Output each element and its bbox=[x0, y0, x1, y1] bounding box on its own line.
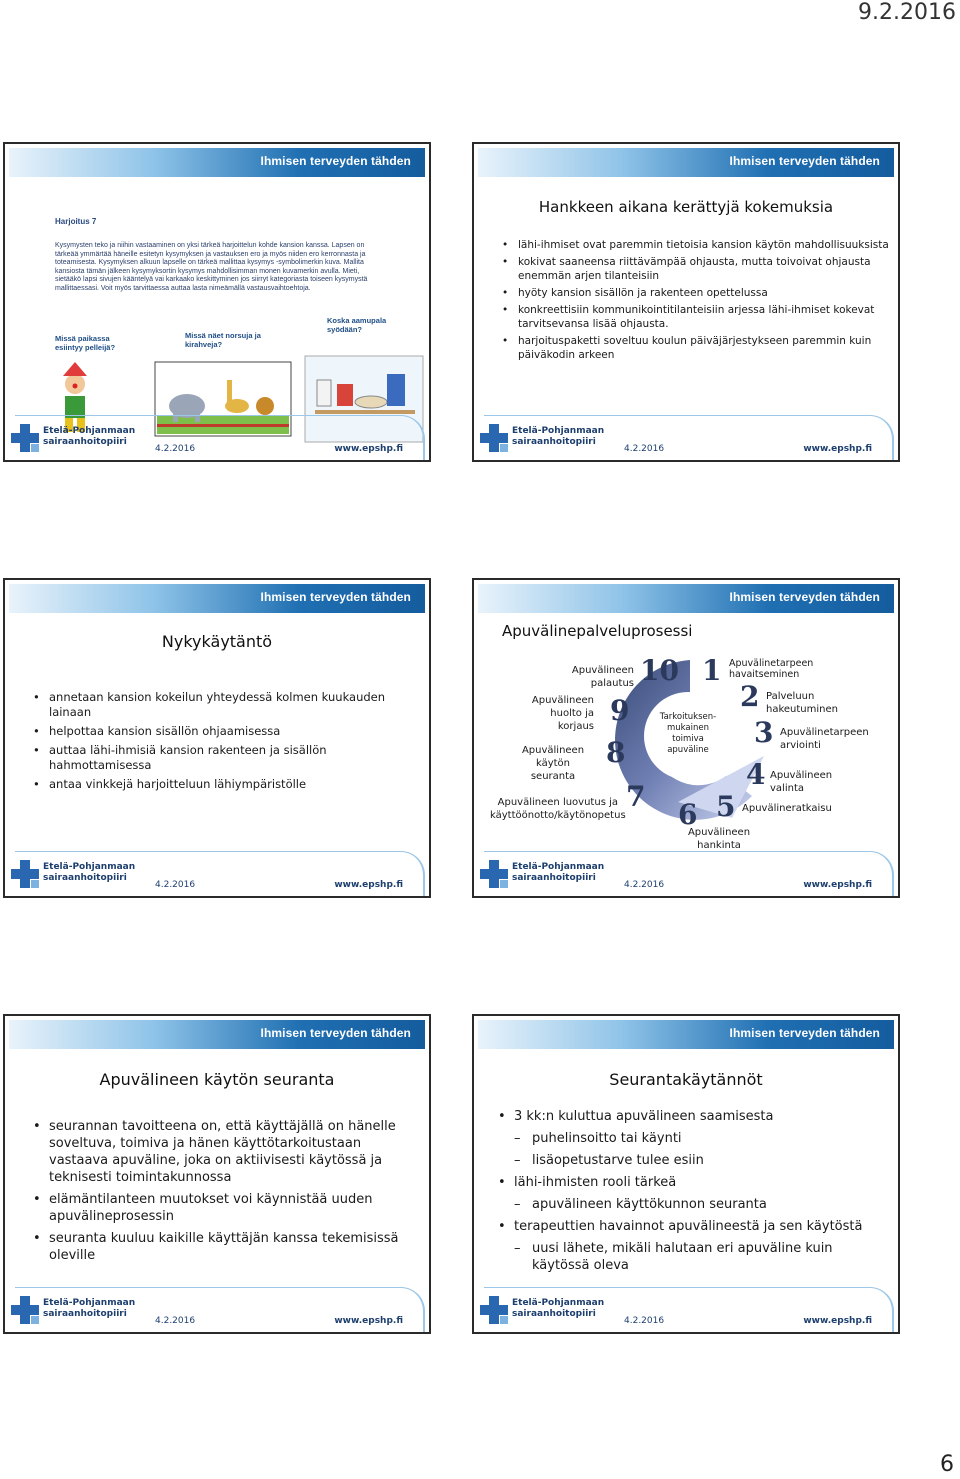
bullet-item: • annetaan kansion kokeilun yhteydessä kolmen kuukauden lainaan bbox=[31, 690, 421, 720]
step-label-3: Apuvälinetarpeen arviointi bbox=[780, 727, 869, 751]
bullet-item: • harjoituspaketti soveltuu koulun päiväjärjestykseen paremmin kuin päiväkodin arkeen bbox=[500, 334, 890, 362]
step-label-4: Apuvälineen valinta bbox=[770, 770, 833, 794]
org-logo bbox=[480, 860, 620, 888]
org-name-line2: sairaanhoitopiiri bbox=[512, 437, 596, 447]
step-label-9: Apuvälineen huolto ja korjaus bbox=[531, 695, 594, 732]
worksheet-text: Kysymysten teko ja niihin vastaaminen on yksi tärkeä harjoittelun kohde kansion kanssa. Lapsen on tärkeää ymmärtää häneille esitetyn kysymyksen ja vastauksen ero ja myös niiden ero kerronnasta ja toteamisesta. Kysymyksen alkuun lapselle on tärkeä mallittaa kysymys -symbolimerkin kuva. Mallita kansiosta tämän jälkeen kysymyksortin kysymys mahdollisimman monen kuvamerkin avulla. Mieti, sietääkö lapsi sivujen kääntelyä vai karkaako keskittyminen jos siirryt kategoriasta toiseen kysymystä mallittaessasi. Voit myös tarvittaessa auttaa lasta nimeämällä vastausvaihtoehtoja. bbox=[55, 242, 368, 292]
org-name-line1: Etelä-Pohjanmaan bbox=[512, 426, 605, 436]
bullet-item: • auttaa lähi-ihmisiä kansion rakenteen ja sisällön hahmottamisessa bbox=[31, 743, 421, 773]
slide-experiences bbox=[472, 142, 900, 462]
org-name-line1: Etelä-Pohjanmaan bbox=[512, 1298, 605, 1308]
bullet-item: • helpottaa kansion sisällön ohjaamisessa bbox=[31, 724, 421, 739]
step-number-8: 8 bbox=[606, 736, 626, 769]
header-tag: Ihmisen terveyden tähden bbox=[729, 154, 880, 168]
bullet-list bbox=[31, 1118, 421, 1269]
page-number: 6 bbox=[940, 1452, 954, 1477]
step-number-9: 9 bbox=[610, 694, 630, 727]
sub-bullet-item: – lisäopetustarve tulee esiin bbox=[496, 1152, 888, 1169]
bullet-item: • seurannan tavoitteena on, että käyttäjällä on hänelle soveltuva, toimiva ja hänen käyttötarkoitustaan vastaava apuväline, joka on aktiivisesti käytössä ja teknisesti toimintakunnossa bbox=[31, 1118, 421, 1186]
step-number-6: 6 bbox=[678, 798, 698, 831]
step-label-7: Apuvälineen luovutus ja käyttöönotto/käytönopetus bbox=[490, 797, 626, 821]
org-name-line1: Etelä-Pohjanmaan bbox=[512, 862, 605, 872]
cross-logo-icon bbox=[480, 1296, 508, 1324]
header-tag: Ihmisen terveyden tähden bbox=[260, 154, 411, 168]
footer-date: 4.2.2016 bbox=[624, 444, 665, 454]
step-number-4: 4 bbox=[746, 758, 766, 791]
header-tag: Ihmisen terveyden tähden bbox=[729, 1026, 880, 1040]
cross-logo-icon bbox=[480, 424, 508, 452]
footer-date: 4.2.2016 bbox=[155, 880, 196, 890]
speech-bubble-breakfast: Koska aamupala syödään? bbox=[327, 316, 387, 334]
slide-process-cycle bbox=[472, 578, 900, 898]
bullet-list bbox=[500, 238, 890, 365]
step-number-7: 7 bbox=[626, 780, 646, 813]
cross-logo-icon bbox=[11, 860, 39, 888]
cross-logo-icon bbox=[480, 860, 508, 888]
slide-title: Hankkeen aikana kerättyjä kokemuksia bbox=[538, 198, 834, 216]
slide-worksheet bbox=[3, 142, 431, 462]
org-logo bbox=[11, 1296, 151, 1324]
cross-logo-icon bbox=[11, 424, 39, 452]
org-name-line2: sairaanhoitopiiri bbox=[512, 873, 596, 883]
step-label-2: Palveluun hakeutuminen bbox=[766, 691, 838, 715]
step-number-10: 10 bbox=[640, 654, 679, 687]
bullet-item: • elämäntilanteen muutokset voi käynnistää uuden apuvälineprosessin bbox=[31, 1191, 421, 1225]
footer-date: 4.2.2016 bbox=[624, 880, 665, 890]
org-name-line1: Etelä-Pohjanmaan bbox=[43, 426, 136, 436]
org-name-line1: Etelä-Pohjanmaan bbox=[43, 1298, 136, 1308]
slide-title: Apuvälineen käytön seuranta bbox=[99, 1070, 335, 1089]
slide-title: Seurantakäytännöt bbox=[609, 1070, 763, 1089]
header-tag: Ihmisen terveyden tähden bbox=[260, 590, 411, 604]
org-name-line1: Etelä-Pohjanmaan bbox=[43, 862, 136, 872]
bullet-list bbox=[496, 1108, 888, 1279]
org-name-line2: sairaanhoitopiiri bbox=[512, 1309, 596, 1319]
footer-date: 4.2.2016 bbox=[155, 1316, 196, 1326]
step-label-5: Apuvälineratkaisu bbox=[742, 803, 832, 814]
speech-bubble-animals: Missä näet norsuja ja kirahveja? bbox=[185, 331, 261, 349]
org-name-line2: sairaanhoitopiiri bbox=[43, 873, 127, 883]
footer-url: www.epshp.fi bbox=[334, 1316, 403, 1326]
footer-url: www.epshp.fi bbox=[334, 444, 403, 454]
slide-title: Nykykäytäntö bbox=[161, 632, 273, 651]
header-band bbox=[478, 148, 894, 177]
footer-url: www.epshp.fi bbox=[334, 880, 403, 890]
footer-date: 4.2.2016 bbox=[624, 1316, 665, 1326]
org-logo bbox=[480, 424, 620, 452]
header-band bbox=[478, 1020, 894, 1049]
page-date: 9.2.2016 bbox=[858, 0, 956, 25]
footer-date: 4.2.2016 bbox=[155, 444, 196, 454]
step-number-5: 5 bbox=[716, 790, 736, 823]
header-tag: Ihmisen terveyden tähden bbox=[260, 1026, 411, 1040]
org-logo bbox=[11, 860, 151, 888]
bullet-item: • terapeuttien havainnot apuvälineestä ja sen käytöstä bbox=[496, 1218, 888, 1235]
step-label-1: Apuvälinetarpeen havaitseminen bbox=[729, 658, 814, 680]
cross-logo-icon bbox=[11, 1296, 39, 1324]
header-tag: Ihmisen terveyden tähden bbox=[729, 590, 880, 604]
header-band bbox=[9, 584, 425, 613]
org-name-line2: sairaanhoitopiiri bbox=[43, 437, 127, 447]
sub-bullet-item: – uusi lähete, mikäli halutaan eri apuväline kuin käytössä oleva bbox=[496, 1240, 888, 1274]
bullet-item: • hyöty kansion sisällön ja rakenteen opettelussa bbox=[500, 286, 890, 300]
footer-url: www.epshp.fi bbox=[803, 444, 872, 454]
bullet-item: • konkreettisiin kommunikointitilanteisiin arjessa lähi-ihmiset kokevat tarvitsevansa lisää ohjausta. bbox=[500, 303, 890, 331]
footer-url: www.epshp.fi bbox=[803, 1316, 872, 1326]
step-number-2: 2 bbox=[740, 680, 760, 713]
slide-title: Apuvälinepalveluprosessi bbox=[502, 622, 693, 640]
step-label-10: Apuvälineen palautus bbox=[571, 665, 634, 689]
slide-follow-up bbox=[3, 1014, 431, 1334]
step-number-1: 1 bbox=[702, 654, 722, 687]
bullet-item: • kokivat saaneensa riittävämpää ohjausta, mutta toivoivat ohjausta enemmän arjen tilanteisiin bbox=[500, 255, 890, 283]
step-label-6: Apuvälineen hankinta bbox=[687, 827, 751, 851]
org-logo bbox=[480, 1296, 620, 1324]
step-label-8: Apuvälineen käytön seuranta bbox=[521, 745, 585, 782]
sub-bullet-item: – puhelinsoitto tai käynti bbox=[496, 1130, 888, 1147]
header-band bbox=[9, 148, 425, 177]
step-number-3: 3 bbox=[754, 716, 774, 749]
bullet-item: • lähi-ihmisten rooli tärkeä bbox=[496, 1174, 888, 1191]
bullet-item: • 3 kk:n kuluttua apuvälineen saamisesta bbox=[496, 1108, 888, 1125]
bullet-item: • seuranta kuuluu kaikille käyttäjän kanssa tekemisissä oleville bbox=[31, 1230, 421, 1264]
bullet-item: • antaa vinkkejä harjoitteluun lähiympäristölle bbox=[31, 777, 421, 792]
bullet-item: • lähi-ihmiset ovat paremmin tietoisia kansion käytön mahdollisuuksista bbox=[500, 238, 890, 252]
org-name-line2: sairaanhoitopiiri bbox=[43, 1309, 127, 1319]
cycle-center-text: Tarkoituksen-mukainen toimiva apuväline bbox=[659, 712, 717, 755]
sub-bullet-item: – apuvälineen käyttökunnon seuranta bbox=[496, 1196, 888, 1213]
footer-url: www.epshp.fi bbox=[803, 880, 872, 890]
speech-bubble-clowns: Missä paikassa esiintyy pelleijä? bbox=[55, 334, 116, 352]
org-logo bbox=[11, 424, 151, 452]
header-band bbox=[9, 1020, 425, 1049]
slide-follow-up-practices bbox=[472, 1014, 900, 1334]
bullet-list bbox=[31, 690, 421, 796]
worksheet-heading: Harjoitus 7 bbox=[55, 217, 97, 226]
slide-current-practice bbox=[3, 578, 431, 898]
